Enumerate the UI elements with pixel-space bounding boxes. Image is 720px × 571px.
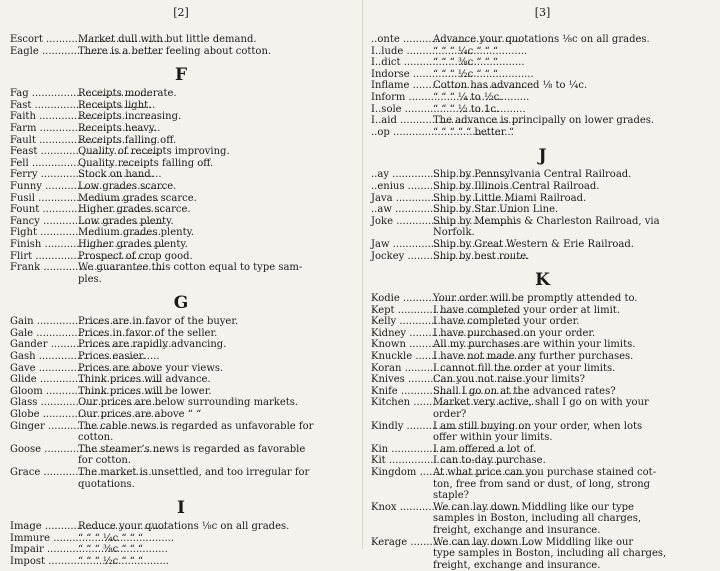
code-meaning: Ship by Star Union Line. xyxy=(433,204,559,216)
code-entry xyxy=(371,181,714,193)
code-entry xyxy=(10,386,352,398)
code-meaning-cont: quotations. xyxy=(78,478,135,490)
code-entry xyxy=(371,386,714,398)
code-word: Finish ..... xyxy=(10,239,78,251)
code-meaning: Higher grades plenty. xyxy=(78,238,188,250)
code-word: Globe ..... xyxy=(10,409,78,421)
code-meaning: I cannot fill the order at your limits. xyxy=(433,362,616,374)
code-entry xyxy=(371,421,714,433)
section-letter-j: J xyxy=(538,146,547,167)
code-meaning: Ship by best route. xyxy=(433,250,530,262)
code-word: ..aw ..... xyxy=(371,204,433,216)
entries-k xyxy=(371,293,714,397)
code-word: Frank ..... xyxy=(10,262,78,274)
code-meaning: Prices easier. xyxy=(78,351,146,363)
code-word: Fount ..... xyxy=(10,204,78,216)
code-entry xyxy=(10,351,352,363)
code-meaning: I can to-day purchase. xyxy=(433,455,546,467)
code-meaning: Think prices will advance. xyxy=(78,374,211,386)
code-meaning: The steamer’s news is regarded as favorable xyxy=(78,443,306,455)
code-entry xyxy=(371,339,714,351)
code-word: Knox ..... xyxy=(371,502,433,514)
code-word: Indorse ..... xyxy=(371,69,433,81)
code-entry xyxy=(371,455,714,467)
code-meaning: There is a better feeling about cotton. xyxy=(78,45,272,57)
code-entry xyxy=(371,127,714,139)
code-entry xyxy=(371,92,714,104)
code-entry xyxy=(371,169,714,181)
code-meaning: We guarantee this cotton equal to type sam- xyxy=(78,262,303,274)
code-meaning: Ship by Memphis & Charleston Railroad, via xyxy=(433,215,660,227)
code-meaning-cont: order? xyxy=(433,409,467,421)
code-word: Kitchen ..... xyxy=(371,397,433,409)
code-word: Farm ..... xyxy=(10,123,78,135)
code-entry xyxy=(10,521,352,533)
code-meaning: Low grades plenty. xyxy=(78,215,174,227)
section-letter-g: G xyxy=(173,293,189,314)
code-meaning-cont: freight, exchange and insurance. xyxy=(433,559,601,571)
code-meaning: “ “ “ “ “ better “ xyxy=(433,126,514,138)
code-meaning-cont: freight, exchange and insurance. xyxy=(433,524,601,536)
code-meaning-cont: samples in Boston, including all charges, xyxy=(433,513,642,525)
code-word: Java ..... xyxy=(371,193,433,205)
code-entry xyxy=(10,135,352,147)
code-entry xyxy=(371,34,714,46)
code-word: Knuckle ..... xyxy=(371,351,433,363)
code-meaning: We can lay down Low Middling like our xyxy=(433,536,634,548)
code-word: ..ay ..... xyxy=(371,169,433,181)
code-entry xyxy=(10,374,352,386)
code-entry xyxy=(371,351,714,363)
code-entry xyxy=(10,181,352,193)
page-number: [2] xyxy=(173,6,189,19)
code-entry xyxy=(10,158,352,170)
code-entry xyxy=(10,363,352,375)
code-entry xyxy=(371,239,714,251)
code-entry xyxy=(10,339,352,351)
code-entry xyxy=(10,216,352,228)
code-word: Gain ..... xyxy=(10,316,78,328)
code-word: I..sole ..... xyxy=(371,104,433,116)
section-letter-i: I xyxy=(177,498,185,519)
code-entry xyxy=(371,316,714,328)
code-word: Kindly ..... xyxy=(371,421,433,433)
code-meaning: “ “ “ ¼ to ½c. xyxy=(433,91,503,103)
code-word: Kidney ..... xyxy=(371,328,433,340)
code-word: ..onte ..... xyxy=(371,34,433,46)
code-word: Fancy ..... xyxy=(10,216,78,228)
code-meaning: The market is unsettled, and too irregular for xyxy=(78,467,310,478)
code-word: Knife ..... xyxy=(371,386,433,398)
code-entry-kingdom xyxy=(371,467,714,479)
code-entry xyxy=(371,363,714,375)
code-word: Fault ..... xyxy=(10,135,78,147)
code-meaning: Prices are in favor of the buyer. xyxy=(78,316,239,328)
code-entry xyxy=(371,69,714,81)
code-meaning: “ “ “ ½c “ “ “ xyxy=(433,68,499,80)
code-word: Kin ..... xyxy=(371,444,433,456)
code-entry xyxy=(371,80,714,92)
code-entry xyxy=(371,397,714,409)
code-meaning: I have not made any further purchases. xyxy=(433,351,634,363)
code-word: Impair ..... xyxy=(10,544,78,556)
code-entry-frank xyxy=(10,262,352,274)
code-entry xyxy=(10,556,352,568)
entries-j-2 xyxy=(371,239,714,262)
code-word: Immure ..... xyxy=(10,533,78,545)
code-entry xyxy=(10,88,352,100)
code-word: Jockey ..... xyxy=(371,251,433,263)
code-word: Faith ..... xyxy=(10,111,78,123)
code-entry xyxy=(371,193,714,205)
code-word: Feast ..... xyxy=(10,146,78,158)
code-entry xyxy=(10,227,352,239)
code-meaning: Receipts increasing. xyxy=(78,111,182,123)
code-meaning: Prospect of crop good. xyxy=(78,250,193,262)
code-entry xyxy=(10,467,352,479)
entries-f xyxy=(10,88,352,262)
code-entry xyxy=(371,293,714,305)
code-word: Kerage ..... xyxy=(371,537,433,549)
code-meaning: Receipts falling off. xyxy=(78,134,177,146)
code-word: Jaw ..... xyxy=(371,239,433,251)
entries-k-wrapped xyxy=(371,397,714,443)
code-meaning: I am still buying on your order, when lots xyxy=(433,420,643,432)
code-meaning: Ship by Illinois Central Railroad. xyxy=(433,180,600,192)
code-entry xyxy=(371,104,714,116)
code-entry xyxy=(10,421,352,433)
code-meaning: “ “ “ ½ to 1c. xyxy=(433,103,500,115)
entries-j xyxy=(371,169,714,215)
code-meaning: The cable news is regarded as unfavorable for xyxy=(78,420,314,432)
entries-g-wrapped xyxy=(10,421,352,491)
code-meaning-cont: cotton. xyxy=(78,432,114,444)
code-entry xyxy=(371,57,714,69)
code-meaning: Our prices are below surrounding markets. xyxy=(78,397,299,409)
code-word: ..op ..... xyxy=(371,127,433,139)
section-letter-k: K xyxy=(535,270,550,291)
code-meaning: Medium grades scarce. xyxy=(78,192,197,204)
code-entry xyxy=(371,444,714,456)
code-meaning-cont: type samples in Boston, including all charges, xyxy=(433,548,667,560)
code-entry xyxy=(10,46,352,58)
code-meaning: At what price can you purchase stained cot- xyxy=(433,467,657,478)
code-word: Fight ..... xyxy=(10,227,78,239)
code-entry xyxy=(10,328,352,340)
code-entry-kerage xyxy=(371,537,714,549)
code-word: Kept ..... xyxy=(371,305,433,317)
page-number: [3] xyxy=(534,6,551,19)
code-meaning: Ship by Pennsylvania Central Railroad. xyxy=(433,169,632,181)
code-entry xyxy=(10,146,352,158)
code-meaning: I have completed your order at limit. xyxy=(433,304,620,316)
code-meaning: “ “ “ ¼c “ “ “ xyxy=(433,45,499,57)
code-entry xyxy=(10,239,352,251)
code-word: Glide ..... xyxy=(10,374,78,386)
code-meaning: Medium grades plenty. xyxy=(78,227,195,239)
code-meaning: Higher grades scarce. xyxy=(78,204,191,216)
code-entry-joke xyxy=(371,216,714,228)
code-entry xyxy=(10,316,352,328)
code-word: Fag ..... xyxy=(10,88,78,100)
code-meaning: Advance your quotations ⅛c on all grades. xyxy=(433,34,650,45)
code-word: Gave ..... xyxy=(10,363,78,375)
entries-g xyxy=(10,316,352,420)
code-entry xyxy=(10,533,352,545)
code-meaning: Shall I go on at the advanced rates? xyxy=(433,385,616,397)
code-word: Kit ..... xyxy=(371,455,433,467)
code-meaning: Ship by Great Western & Erie Railroad. xyxy=(433,238,634,250)
code-entry xyxy=(371,46,714,58)
code-word: ..enius ..... xyxy=(371,181,433,193)
code-entry-knox xyxy=(371,502,714,514)
code-meaning: Can you not raise your limits? xyxy=(433,374,586,386)
code-meaning: All my purchases are within your limits. xyxy=(433,339,636,351)
entries-i xyxy=(10,521,352,567)
left-page xyxy=(0,0,358,567)
code-word: I..aid ..... xyxy=(371,115,433,127)
code-word: I..lude ..... xyxy=(371,46,433,58)
right-page xyxy=(362,0,720,571)
code-word: Funny ..... xyxy=(10,181,78,193)
code-meaning: “ “ “ ¼c “ “ “ xyxy=(78,532,144,544)
code-word: Escort ..... xyxy=(10,34,78,46)
code-entry xyxy=(10,397,352,409)
code-meaning-cont: ton, free from sand or dust, of long, strong xyxy=(433,478,651,490)
section-letter-f: F xyxy=(174,65,188,86)
code-word: Inflame ..... xyxy=(371,80,433,92)
code-entry xyxy=(10,409,352,421)
code-meaning: I have purchased on your order. xyxy=(433,327,596,339)
code-meaning: Market very active, shall I go on with your xyxy=(433,397,649,409)
code-word: Gash ..... xyxy=(10,351,78,363)
code-word: Kingdom ..... xyxy=(371,467,433,479)
code-meaning: Your order will be promptly attended to. xyxy=(433,293,638,305)
code-meaning: Prices in favor of the seller. xyxy=(78,327,218,339)
code-word: Kodie ..... xyxy=(371,293,433,305)
code-meaning: “ “ “ ⅜c “ “ “ xyxy=(78,544,144,556)
code-meaning: I am offered a lot of. xyxy=(433,443,537,455)
code-meaning: Think prices will be lower. xyxy=(78,385,212,397)
code-entry xyxy=(371,374,714,386)
code-entry xyxy=(371,115,714,127)
code-entry xyxy=(10,204,352,216)
code-entry xyxy=(10,34,352,46)
code-entry xyxy=(10,251,352,263)
code-entry xyxy=(371,305,714,317)
code-meaning: Market dull with but little demand. xyxy=(78,34,257,45)
code-word: Knives ..... xyxy=(371,374,433,386)
code-word: Fusil ..... xyxy=(10,193,78,205)
code-word: Flirt ..... xyxy=(10,251,78,263)
code-meaning: Our prices are above “ “ xyxy=(78,409,202,421)
code-meaning: Receipts moderate. xyxy=(78,88,177,100)
code-entry xyxy=(371,251,714,263)
code-word: Gloom ..... xyxy=(10,386,78,398)
code-meaning-cont: Norfolk. xyxy=(433,227,475,239)
code-meaning: We can lay down Middling like our type xyxy=(433,501,634,513)
code-word: Eagle ..... xyxy=(10,46,78,58)
code-word: Ginger ..... xyxy=(10,421,78,433)
code-word: Koran ..... xyxy=(371,363,433,375)
code-entry xyxy=(371,204,714,216)
code-meaning: Quality of receipts improving. xyxy=(78,146,230,158)
code-word: Gander ..... xyxy=(10,339,78,351)
code-word: Goose ..... xyxy=(10,444,78,456)
code-meaning: Quality receipts falling off. xyxy=(78,157,214,169)
code-meaning: Receipts light. xyxy=(78,99,152,111)
code-word: I..dict ..... xyxy=(371,57,433,69)
code-word: Inform ..... xyxy=(371,92,433,104)
code-word: Grace ..... xyxy=(10,467,78,479)
code-meaning: Reduce your quotations ⅛c on all grades. xyxy=(78,521,290,533)
entries-e xyxy=(10,34,352,57)
code-entry xyxy=(10,544,352,556)
code-meaning: “ “ “ ½c “ “ “ xyxy=(78,555,144,567)
code-entry xyxy=(10,193,352,205)
code-meaning: “ “ “ ⅜c “ “ “ xyxy=(433,57,499,69)
code-word: Ferry ..... xyxy=(10,169,78,181)
code-word: Impost ..... xyxy=(10,556,78,568)
code-meaning: Low grades scarce. xyxy=(78,180,177,192)
code-entry xyxy=(371,328,714,340)
code-entry xyxy=(10,444,352,456)
code-word: Fast ..... xyxy=(10,100,78,112)
code-meaning-cont: offer within your limits. xyxy=(433,432,553,444)
code-entry xyxy=(10,123,352,135)
code-meaning-cont: staple? xyxy=(433,490,469,502)
code-meaning: Receipts heavy. xyxy=(78,122,157,134)
code-meaning-cont: ples. xyxy=(78,273,102,285)
code-meaning: Prices are rapidly advancing. xyxy=(78,339,227,351)
code-word: Fell ..... xyxy=(10,158,78,170)
entries-k-2 xyxy=(371,444,714,467)
code-word: Known ..... xyxy=(371,339,433,351)
code-word: Joke ..... xyxy=(371,216,433,228)
code-meaning: I have completed your order. xyxy=(433,316,580,328)
code-meaning: Prices are above your views. xyxy=(78,362,224,374)
code-word: Image ..... xyxy=(10,521,78,533)
entries-i-cont xyxy=(371,34,714,138)
code-entry xyxy=(10,169,352,181)
code-meaning: Stock on hand. xyxy=(78,169,154,181)
code-meaning: The advance is principally on lower grades. xyxy=(433,115,655,127)
code-word: Glass ..... xyxy=(10,397,78,409)
code-meaning-cont: for cotton. xyxy=(78,455,131,467)
code-word: Kelly ..... xyxy=(371,316,433,328)
code-meaning: Cotton has advanced ⅛ to ¼c. xyxy=(433,80,588,92)
code-entry xyxy=(10,111,352,123)
code-word: Gale ..... xyxy=(10,328,78,340)
code-entry xyxy=(10,100,352,112)
code-meaning: Ship by Little Miami Railroad. xyxy=(433,192,587,204)
